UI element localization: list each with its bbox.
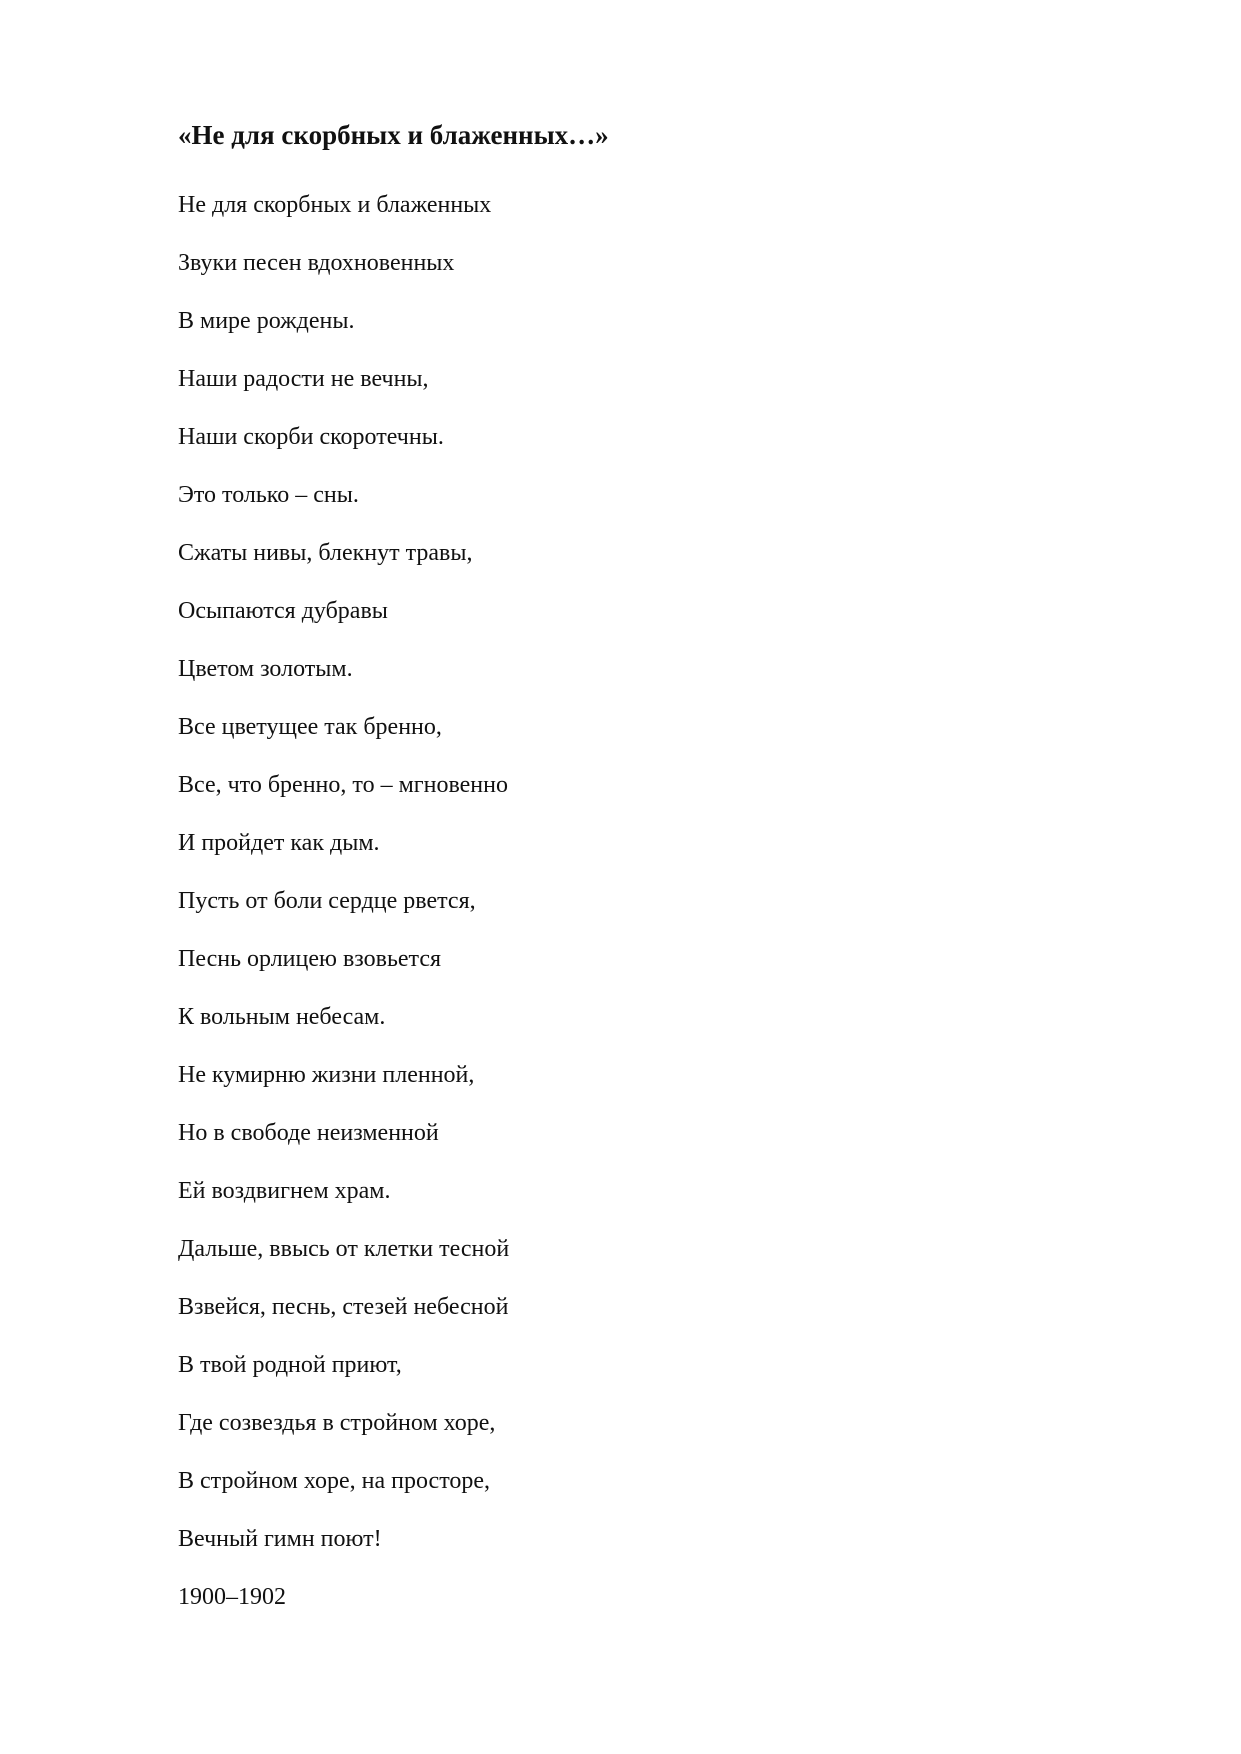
poem-line: И пройдет как дым. — [178, 830, 380, 856]
poem-line: В мире рождены. — [178, 308, 355, 334]
poem-line: Где созвездья в стройном хоре, — [178, 1410, 496, 1436]
poem-line: К вольным небесам. — [178, 1004, 386, 1030]
poem-title: «Не для скорбных и блаженных…» — [178, 120, 609, 150]
poem-line: Осыпаются дубравы — [178, 598, 388, 624]
poem-line: Все, что бренно, то – мгновенно — [178, 772, 508, 798]
poem-line: Наши скорби скоротечны. — [178, 424, 444, 450]
poem-line: Пусть от боли сердце рвется, — [178, 888, 476, 914]
poem-line: Дальше, ввысь от клетки тесной — [178, 1236, 510, 1262]
poem-line: Все цветущее так бренно, — [178, 714, 442, 740]
poem-lines — [178, 176, 1078, 1626]
poem-line: В твой родной приют, — [178, 1352, 402, 1378]
poem-line: Сжаты нивы, блекнут травы, — [178, 540, 473, 566]
poem-line: Цветом золотым. — [178, 656, 353, 682]
poem-line: Не для скорбных и блаженных — [178, 192, 492, 218]
poem-line: Взвейся, песнь, стезей небесной — [178, 1294, 509, 1320]
poem-line: Но в свободе неизменной — [178, 1120, 439, 1146]
poem-line: Это только – сны. — [178, 482, 359, 508]
poem-line: Не кумирню жизни пленной, — [178, 1062, 475, 1088]
poem-line: Звуки песен вдохновенных — [178, 250, 455, 276]
poem-container — [178, 118, 1078, 1626]
poem-line: Наши радости не вечны, — [178, 366, 429, 392]
poem-line: В стройном хоре, на просторе, — [178, 1468, 491, 1494]
poem-line: Песнь орлицею взовьется — [178, 946, 442, 972]
poem-line: Вечный гимн поют! — [178, 1526, 382, 1552]
poem-date: 1900–1902 — [178, 1584, 286, 1610]
poem-line: Ей воздвигнем храм. — [178, 1178, 391, 1204]
